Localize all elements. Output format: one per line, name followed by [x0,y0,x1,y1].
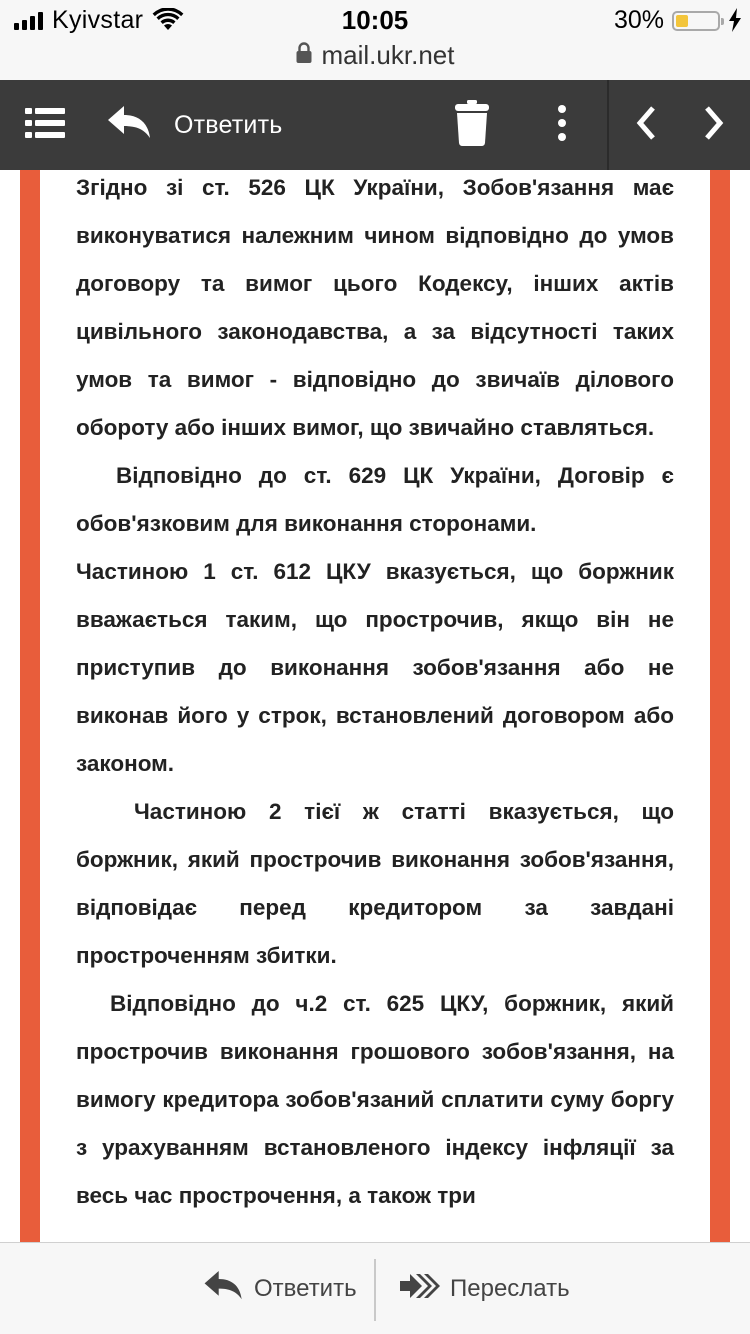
bottom-reply-label: Ответить [254,1275,357,1302]
menu-icon [25,107,65,144]
trash-icon [454,100,490,151]
accent-bar-right [710,170,730,1242]
battery-icon [672,11,720,31]
battery-percent: 30% [613,6,664,34]
paragraph: Частиною 2 тієї ж статті вказується, що боржник, який прострочив виконання зобов'язання, відповідає перед кредитором за завдані простроченням збитки. [76,799,674,968]
toolbar-divider [607,80,609,170]
bottom-action-bar [0,1242,750,1334]
accent-bar-left [20,170,40,1242]
mail-toolbar [0,80,750,170]
paragraph: Відповідно до ст. 629 ЦК України, Договір є обов'язковим для виконання сторонами. [76,463,674,536]
url-domain: mail.ukr.net [321,40,455,70]
previous-message-button[interactable] [622,80,670,170]
next-message-button[interactable] [690,80,738,170]
paragraph: Згідно зі ст. 526 ЦК України, Зобов'язання має виконуватися належним чином відповідно до умов договору та вимог цього Кодексу, інших актів цивільного законодавства, а за відсутності таких умов та вимог - відповідно до звичаїв ділового обороту або інших вимог, що звичайно ставляться. [76,175,674,440]
reply-arrow-icon [108,106,152,145]
forward-label: Переслать [450,1275,570,1302]
status-bar [0,0,750,40]
chevron-left-icon [636,106,656,145]
message-body[interactable] [0,170,750,1242]
bottom-divider [374,1259,376,1321]
lock-icon [296,40,312,71]
paragraph: Частиною 1 ст. 612 ЦКУ вказується, що боржник вважається таким, що прострочив, якщо він не приступив до виконання зобов'язання або не виконав його у строк, встановлений договором або законом. [76,559,674,776]
battery-fill [676,15,688,27]
forward-arrow-icon [400,1271,440,1308]
reply-label: Ответить [174,110,283,139]
chevron-right-icon [704,106,724,145]
paragraph: Відповідно до ч.2 ст. 625 ЦКУ, боржник, який прострочив виконання грошового зобов'язання, на вимогу кредитора зобов'язаний сплатити суму боргу з урахуванням встановленого індексу інфляції за весь час прострочення, а також три [76,991,674,1208]
url-bar[interactable] [0,40,750,80]
forward-button[interactable] [400,1243,570,1334]
more-options-button[interactable] [540,80,584,170]
more-vertical-icon [557,105,567,146]
carrier-name: Kyivstar [52,6,144,34]
reply-button[interactable] [108,80,282,170]
clock: 10:05 [341,5,409,35]
bottom-reply-button[interactable] [204,1243,357,1334]
charging-bolt-icon [728,8,742,37]
reply-arrow-icon [204,1271,244,1308]
message-text [76,170,674,1220]
menu-button[interactable] [14,80,76,170]
delete-button[interactable] [446,80,498,170]
